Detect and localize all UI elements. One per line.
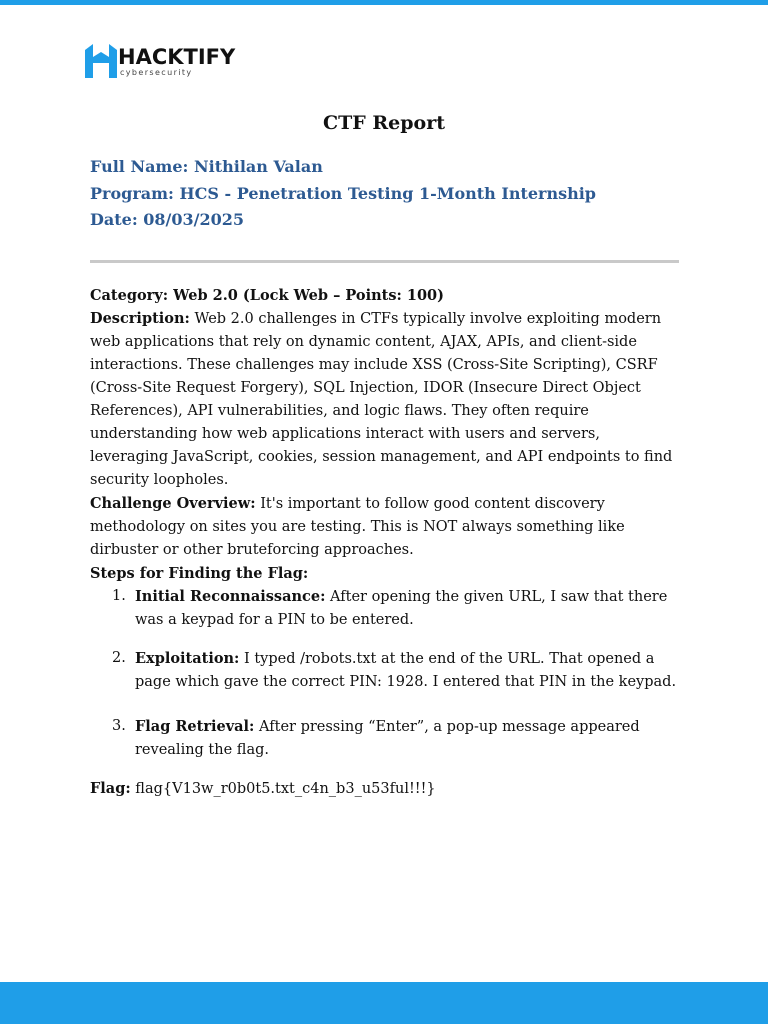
overview-text: It's important to follow good content discovery methodology on sites you are testing. This is NOT always something like dirbuster or other bruteforcing approaches. [90, 496, 625, 558]
report-date: Date: 08/03/2025 [90, 210, 245, 229]
report-meta [90, 154, 690, 234]
step-label: Exploitation: [135, 650, 240, 667]
program: Program: HCS - Penetration Testing 1-Month Internship [90, 183, 596, 203]
full-name: Full Name: Nithilan Valan [90, 157, 323, 176]
logo-wordmark: HACKTIFY [118, 45, 236, 69]
step-item [90, 585, 680, 632]
flag-line [90, 777, 680, 801]
step-item [90, 647, 680, 694]
description-paragraph [90, 307, 680, 492]
hacktify-logo [85, 42, 236, 82]
overview-label: Challenge Overview: [90, 495, 256, 512]
step-text: I typed /robots.txt at the end of the URL. That opened a page which gave the correct PIN: 1928. I entered that PIN in the keypad. [135, 651, 677, 690]
steps-heading: Steps for Finding the Flag: [90, 565, 309, 582]
section-divider [90, 260, 679, 263]
step-number: 2. [112, 650, 126, 666]
overview-paragraph [90, 492, 680, 562]
bottom-accent-bar [0, 982, 768, 1024]
step-text: After opening the given URL, I saw that there was a keypad for a PIN to be entered. [135, 589, 668, 628]
report-title: CTF Report [323, 112, 445, 134]
step-text: After pressing “Enter”, a pop-up message appeared revealing the flag. [135, 719, 640, 758]
description-label: Description: [90, 310, 190, 327]
category: Category: Web 2.0 (Lock Web – Points: 100) [90, 287, 445, 304]
description-text: Web 2.0 challenges in CTFs typically involve exploiting modern web applications that rely on dynamic content, AJAX, APIs, and client-side interactions. These challenges may include XSS (Cross-Site Scripting), CSRF (Cross-Site Request Forgery), SQL Injection, IDOR (Insecure Direct Object References), API vulnerabilities, and logic flaws. They often require understanding how web applications interact with users and servers, leveraging JavaScript, cookies, session management, and API endpoints to find security loopholes. [90, 311, 673, 488]
step-label: Flag Retrieval: [135, 718, 255, 735]
flag-value: flag{V13w_r0b0t5.txt_c4n_b3_u53ful!!!} [130, 781, 436, 797]
logo-tagline: cybersecurity [120, 68, 193, 77]
top-accent-bar [0, 0, 768, 5]
step-item [90, 715, 680, 762]
report-body [90, 284, 680, 801]
step-number: 1. [112, 588, 126, 604]
step-label: Initial Reconnaissance: [135, 588, 326, 605]
step-number: 3. [112, 718, 126, 734]
flag-label: Flag: [90, 780, 131, 797]
hacktify-h-logo-icon [85, 42, 119, 80]
steps-list [90, 585, 680, 762]
